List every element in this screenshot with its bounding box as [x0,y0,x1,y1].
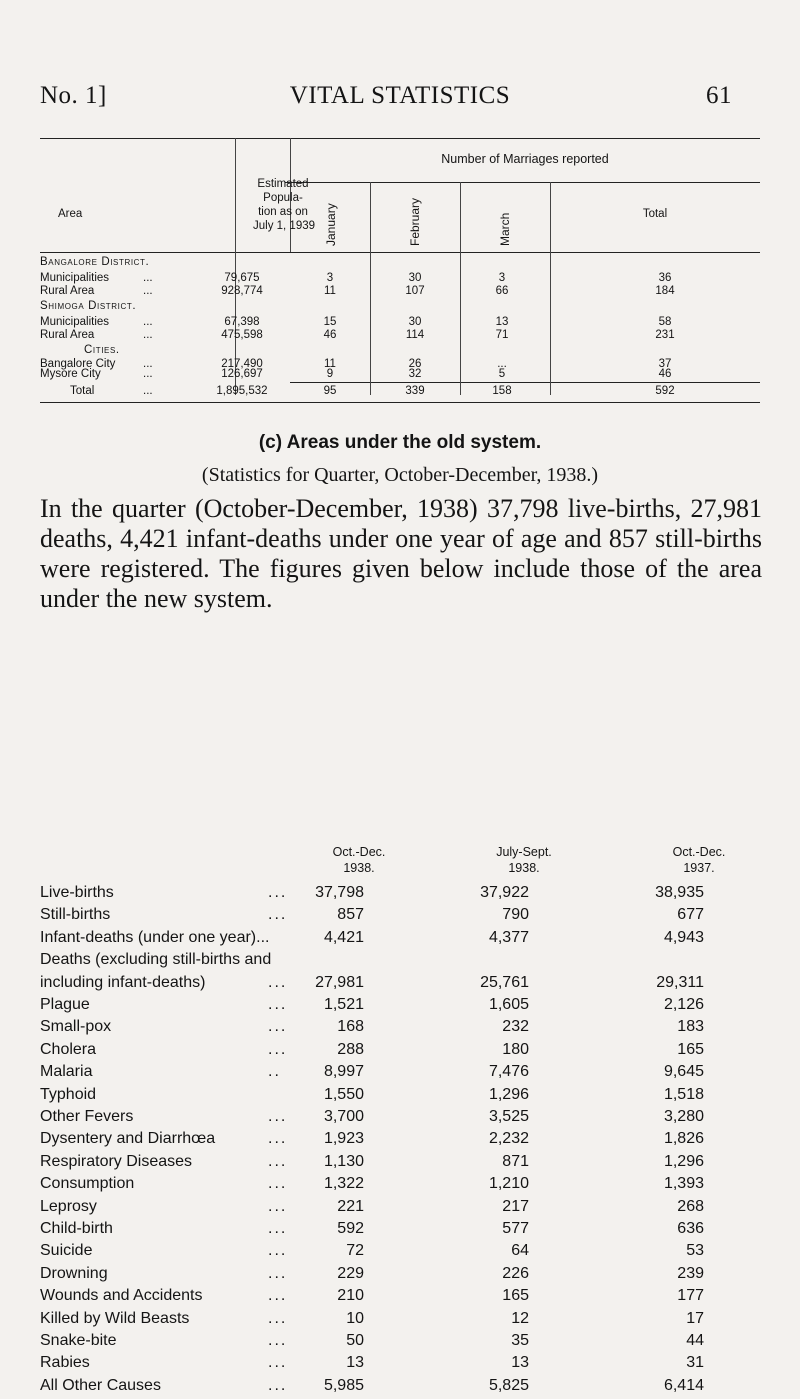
value-oct-dec-1938: 10 [346,1309,364,1327]
value-oct-dec-1937: 3,280 [663,1108,704,1125]
row-label: Respiratory Diseases [40,1152,193,1170]
value-oct-dec-1938: 857 [337,906,364,924]
table-row [40,1354,762,1376]
value-oct-dec-1937: 29,311 [656,973,704,991]
value-oct-dec-1938: 229 [337,1264,364,1282]
february-value: 26 [408,358,422,370]
table-row-label: Total [70,385,95,397]
row-label: Cholera [40,1040,97,1058]
row-label: Deaths (excluding still-births and [40,951,272,969]
value-oct-dec-1937: 44 [686,1332,704,1349]
row-label: Other Fevers [40,1108,134,1125]
total-value: 592 [655,385,675,397]
value-jul-sep-1938: 25,761 [480,973,529,991]
table-row-label: Bangalore City [40,358,116,370]
marriages-table [40,138,760,398]
body-paragraph: In the quarter (October-December, 1938) 37,798 live-births, 27,981 deaths, 4,421 infant-deaths under one year of age and 857 still-births were registered. The figures given below include those of the area under the new system. [40,494,762,613]
march-value: 71 [495,329,509,341]
month-march-header: March [498,212,512,246]
table-row [40,951,762,973]
value-oct-dec-1937: 9,645 [663,1063,704,1081]
row-label: Leprosy [40,1197,97,1215]
column-header: Oct.-Dec. 1937. [672,845,726,875]
leader-dots: ... [268,1264,288,1282]
value-jul-sep-1938: 2,232 [488,1130,529,1148]
value-oct-dec-1937: 38,935 [655,884,704,901]
value-jul-sep-1938: 577 [502,1220,529,1237]
february-value: 30 [408,316,422,328]
value-jul-sep-1938: 1,210 [488,1175,529,1193]
table-row [40,1377,762,1399]
total-value: 58 [658,316,672,328]
table-row [40,1063,762,1085]
leader-dots: ... [268,1197,288,1215]
leader-dots: ... [143,285,153,297]
row-label: Killed by Wild Beasts [40,1309,190,1327]
value-oct-dec-1938: 72 [346,1242,364,1260]
january-value: 15 [323,316,337,328]
section-title: (c) Areas under the old system. [258,432,542,453]
row-label: Still-births [40,906,111,924]
table-row [40,1265,762,1287]
january-value: 46 [323,329,337,341]
leader-dots: ... [268,1220,288,1237]
page-number: 61 [706,82,732,109]
leader-dots: ... [143,329,153,341]
value-oct-dec-1937: 1,296 [663,1152,704,1170]
table-row [40,1041,762,1063]
value-jul-sep-1938: 180 [502,1040,529,1058]
row-label: Infant-deaths (under one year)... [40,928,270,946]
january-value: 9 [326,368,334,380]
table-row-label: Municipalities [40,316,110,328]
value-oct-dec-1937: 1,518 [663,1085,704,1103]
row-label: Drowning [40,1264,108,1282]
row-label: Malaria [40,1063,93,1081]
value-oct-dec-1937: 17 [686,1309,704,1327]
population-header: Estimated Popula- tion as on July 1, 1939 [253,178,316,232]
row-label: Child-birth [40,1220,113,1237]
row-label: All Other Causes [40,1376,161,1394]
value-oct-dec-1938: 221 [337,1197,364,1215]
total-header: Total [642,208,668,220]
value-jul-sep-1938: 226 [502,1264,529,1282]
table-row-label: Rural Area [40,285,95,297]
row-label: Wounds and Accidents [40,1287,203,1305]
value-oct-dec-1938: 4,421 [323,928,364,946]
value-oct-dec-1937: 1,826 [663,1130,704,1148]
value-jul-sep-1938: 35 [511,1332,529,1349]
value-jul-sep-1938: 64 [511,1242,529,1260]
value-jul-sep-1938: 232 [502,1018,529,1036]
marriages-group-header: Number of Marriages reported [441,152,609,166]
row-label: Plague [40,996,90,1013]
value-oct-dec-1938: 27,981 [315,973,364,991]
leader-dots: ... [268,1152,288,1170]
march-value: 3 [498,272,506,284]
total-value: 37 [658,358,672,370]
value-oct-dec-1938: 1,322 [323,1175,364,1193]
leader-dots: ... [268,1130,288,1148]
value-oct-dec-1937: 1,393 [663,1175,704,1193]
value-oct-dec-1938: 168 [337,1018,364,1036]
row-label: Consumption [40,1175,135,1193]
total-value: 36 [658,272,672,284]
value-oct-dec-1938: 3,700 [323,1108,364,1125]
value-oct-dec-1938: 1,130 [323,1152,364,1170]
value-jul-sep-1938: 12 [511,1309,529,1327]
table-row-label: Mysore City [40,368,101,380]
leader-dots: ... [143,368,153,380]
population-value: 126,697 [221,368,263,380]
population-value: 1,895,532 [216,385,268,397]
month-january-header: January [324,203,338,246]
row-label: Live-births [40,884,114,901]
leader-dots: ... [268,996,288,1013]
row-label: Dysentery and Diarrhœa [40,1130,216,1148]
population-value: 928,774 [221,285,263,297]
population-value: 79,675 [224,272,260,284]
section-title: Cities. [84,344,120,356]
value-oct-dec-1937: 183 [677,1018,704,1036]
value-jul-sep-1938: 1,296 [488,1085,529,1103]
value-oct-dec-1937: 268 [677,1197,704,1215]
total-value: 184 [655,285,675,297]
table-row [40,1175,762,1197]
table-row [40,1242,762,1264]
leader-dots: ... [143,272,153,284]
value-oct-dec-1938: 37,798 [315,884,364,901]
table-row-label: Rural Area [40,329,95,341]
leader-dots: ... [268,1354,288,1372]
running-title: VITAL STATISTICS [289,82,511,109]
section-title: Shimoga District. [40,300,137,312]
leader-dots: ... [268,906,288,924]
total-value: 46 [658,368,672,380]
leader-dots: ... [143,385,153,397]
value-oct-dec-1937: 2,126 [663,996,704,1013]
table-row [40,1108,762,1130]
value-jul-sep-1938: 217 [502,1197,529,1215]
january-value: 11 [324,358,336,370]
column-header: July-Sept. 1938. [496,845,552,875]
value-oct-dec-1938: 13 [346,1354,364,1372]
leader-dots: ... [268,884,288,901]
leader-dots: ... [143,358,153,370]
value-oct-dec-1938: 5,985 [323,1376,364,1394]
february-value: 114 [405,329,425,341]
march-value: 66 [495,285,509,297]
value-jul-sep-1938: 1,605 [488,996,529,1013]
value-jul-sep-1938: 37,922 [480,884,529,901]
population-value: 475,598 [221,329,263,341]
table-row [40,884,762,906]
value-oct-dec-1937: 677 [677,906,704,924]
row-label: Small-pox [40,1018,112,1036]
leader-dots: .. [268,1063,281,1081]
table-row [40,1332,762,1354]
leader-dots: ... [143,316,153,328]
value-oct-dec-1938: 8,997 [323,1063,364,1081]
value-oct-dec-1937: 4,943 [663,928,704,946]
value-oct-dec-1938: 1,923 [323,1130,364,1148]
march-value: 13 [495,316,509,328]
total-value: 231 [655,329,675,341]
leader-dots: ... [268,1309,288,1327]
value-oct-dec-1938: 50 [346,1332,364,1349]
value-oct-dec-1938: 592 [337,1220,364,1237]
table-row [40,1130,762,1152]
table-row [40,996,762,1018]
leader-dots: ... [268,1108,288,1125]
february-value: 339 [405,385,425,397]
leader-dots: ... [268,1242,288,1260]
row-label: Suicide [40,1242,93,1260]
row-label: including infant-deaths) [40,973,206,991]
value-jul-sep-1938: 13 [511,1354,529,1372]
population-value: 67,398 [224,316,260,328]
value-jul-sep-1938: 790 [502,906,529,924]
month-february-header: February [408,197,422,246]
row-label: Snake-bite [40,1332,117,1349]
leader-dots: ... [268,1018,288,1036]
february-value: 32 [408,368,422,380]
section-title: Bangalore District. [40,256,150,268]
section-subtitle: (Statistics for Quarter, October-December, 1938.) [201,464,599,486]
february-value: 30 [408,272,422,284]
table-row [40,906,762,928]
table-row [40,929,762,951]
february-value: 107 [405,285,425,297]
value-jul-sep-1938: 3,525 [488,1108,529,1125]
table-row [40,974,762,996]
value-oct-dec-1937: 636 [677,1220,704,1237]
area-header: Area [58,208,83,220]
value-oct-dec-1937: 177 [677,1287,704,1305]
table-row [40,1018,762,1040]
column-header: Oct.-Dec. 1938. [332,845,386,875]
march-value: 5 [498,368,506,380]
table-row [40,1310,762,1332]
leader-dots: ... [268,1040,288,1058]
leader-dots: ... [268,1175,288,1193]
value-oct-dec-1937: 53 [686,1242,704,1260]
january-value: 95 [323,385,337,397]
leader-dots: ... [268,1332,288,1349]
table-row [40,1287,762,1309]
value-jul-sep-1938: 5,825 [488,1376,529,1394]
table-row [40,1198,762,1220]
value-oct-dec-1937: 6,414 [663,1376,704,1394]
march-value: 158 [492,385,512,397]
table-row-label: Municipalities [40,272,110,284]
value-oct-dec-1938: 1,550 [323,1085,364,1103]
value-jul-sep-1938: 4,377 [488,928,529,946]
leader-dots: ... [268,1287,288,1305]
value-oct-dec-1937: 165 [677,1040,704,1058]
page-header [0,82,800,116]
value-jul-sep-1938: 7,476 [488,1063,529,1081]
leader-dots: ... [268,973,288,991]
value-oct-dec-1937: 31 [686,1354,704,1372]
value-oct-dec-1937: 239 [677,1264,704,1282]
row-label: Rabies [40,1354,90,1372]
value-jul-sep-1938: 871 [502,1152,529,1170]
table-row [40,1220,762,1242]
table-row [40,1086,762,1108]
january-value: 11 [324,285,336,297]
row-label: Typhoid [40,1085,97,1103]
value-oct-dec-1938: 210 [337,1287,364,1305]
value-jul-sep-1938: 165 [502,1287,529,1305]
table-row [40,1153,762,1175]
value-oct-dec-1938: 288 [337,1040,364,1058]
population-value: 217,490 [221,358,263,370]
january-value: 3 [326,272,334,284]
value-oct-dec-1938: 1,521 [323,996,364,1013]
leader-dots: ... [268,1376,288,1394]
march-value: ... [497,358,507,370]
issue-number: No. 1] [40,82,107,109]
